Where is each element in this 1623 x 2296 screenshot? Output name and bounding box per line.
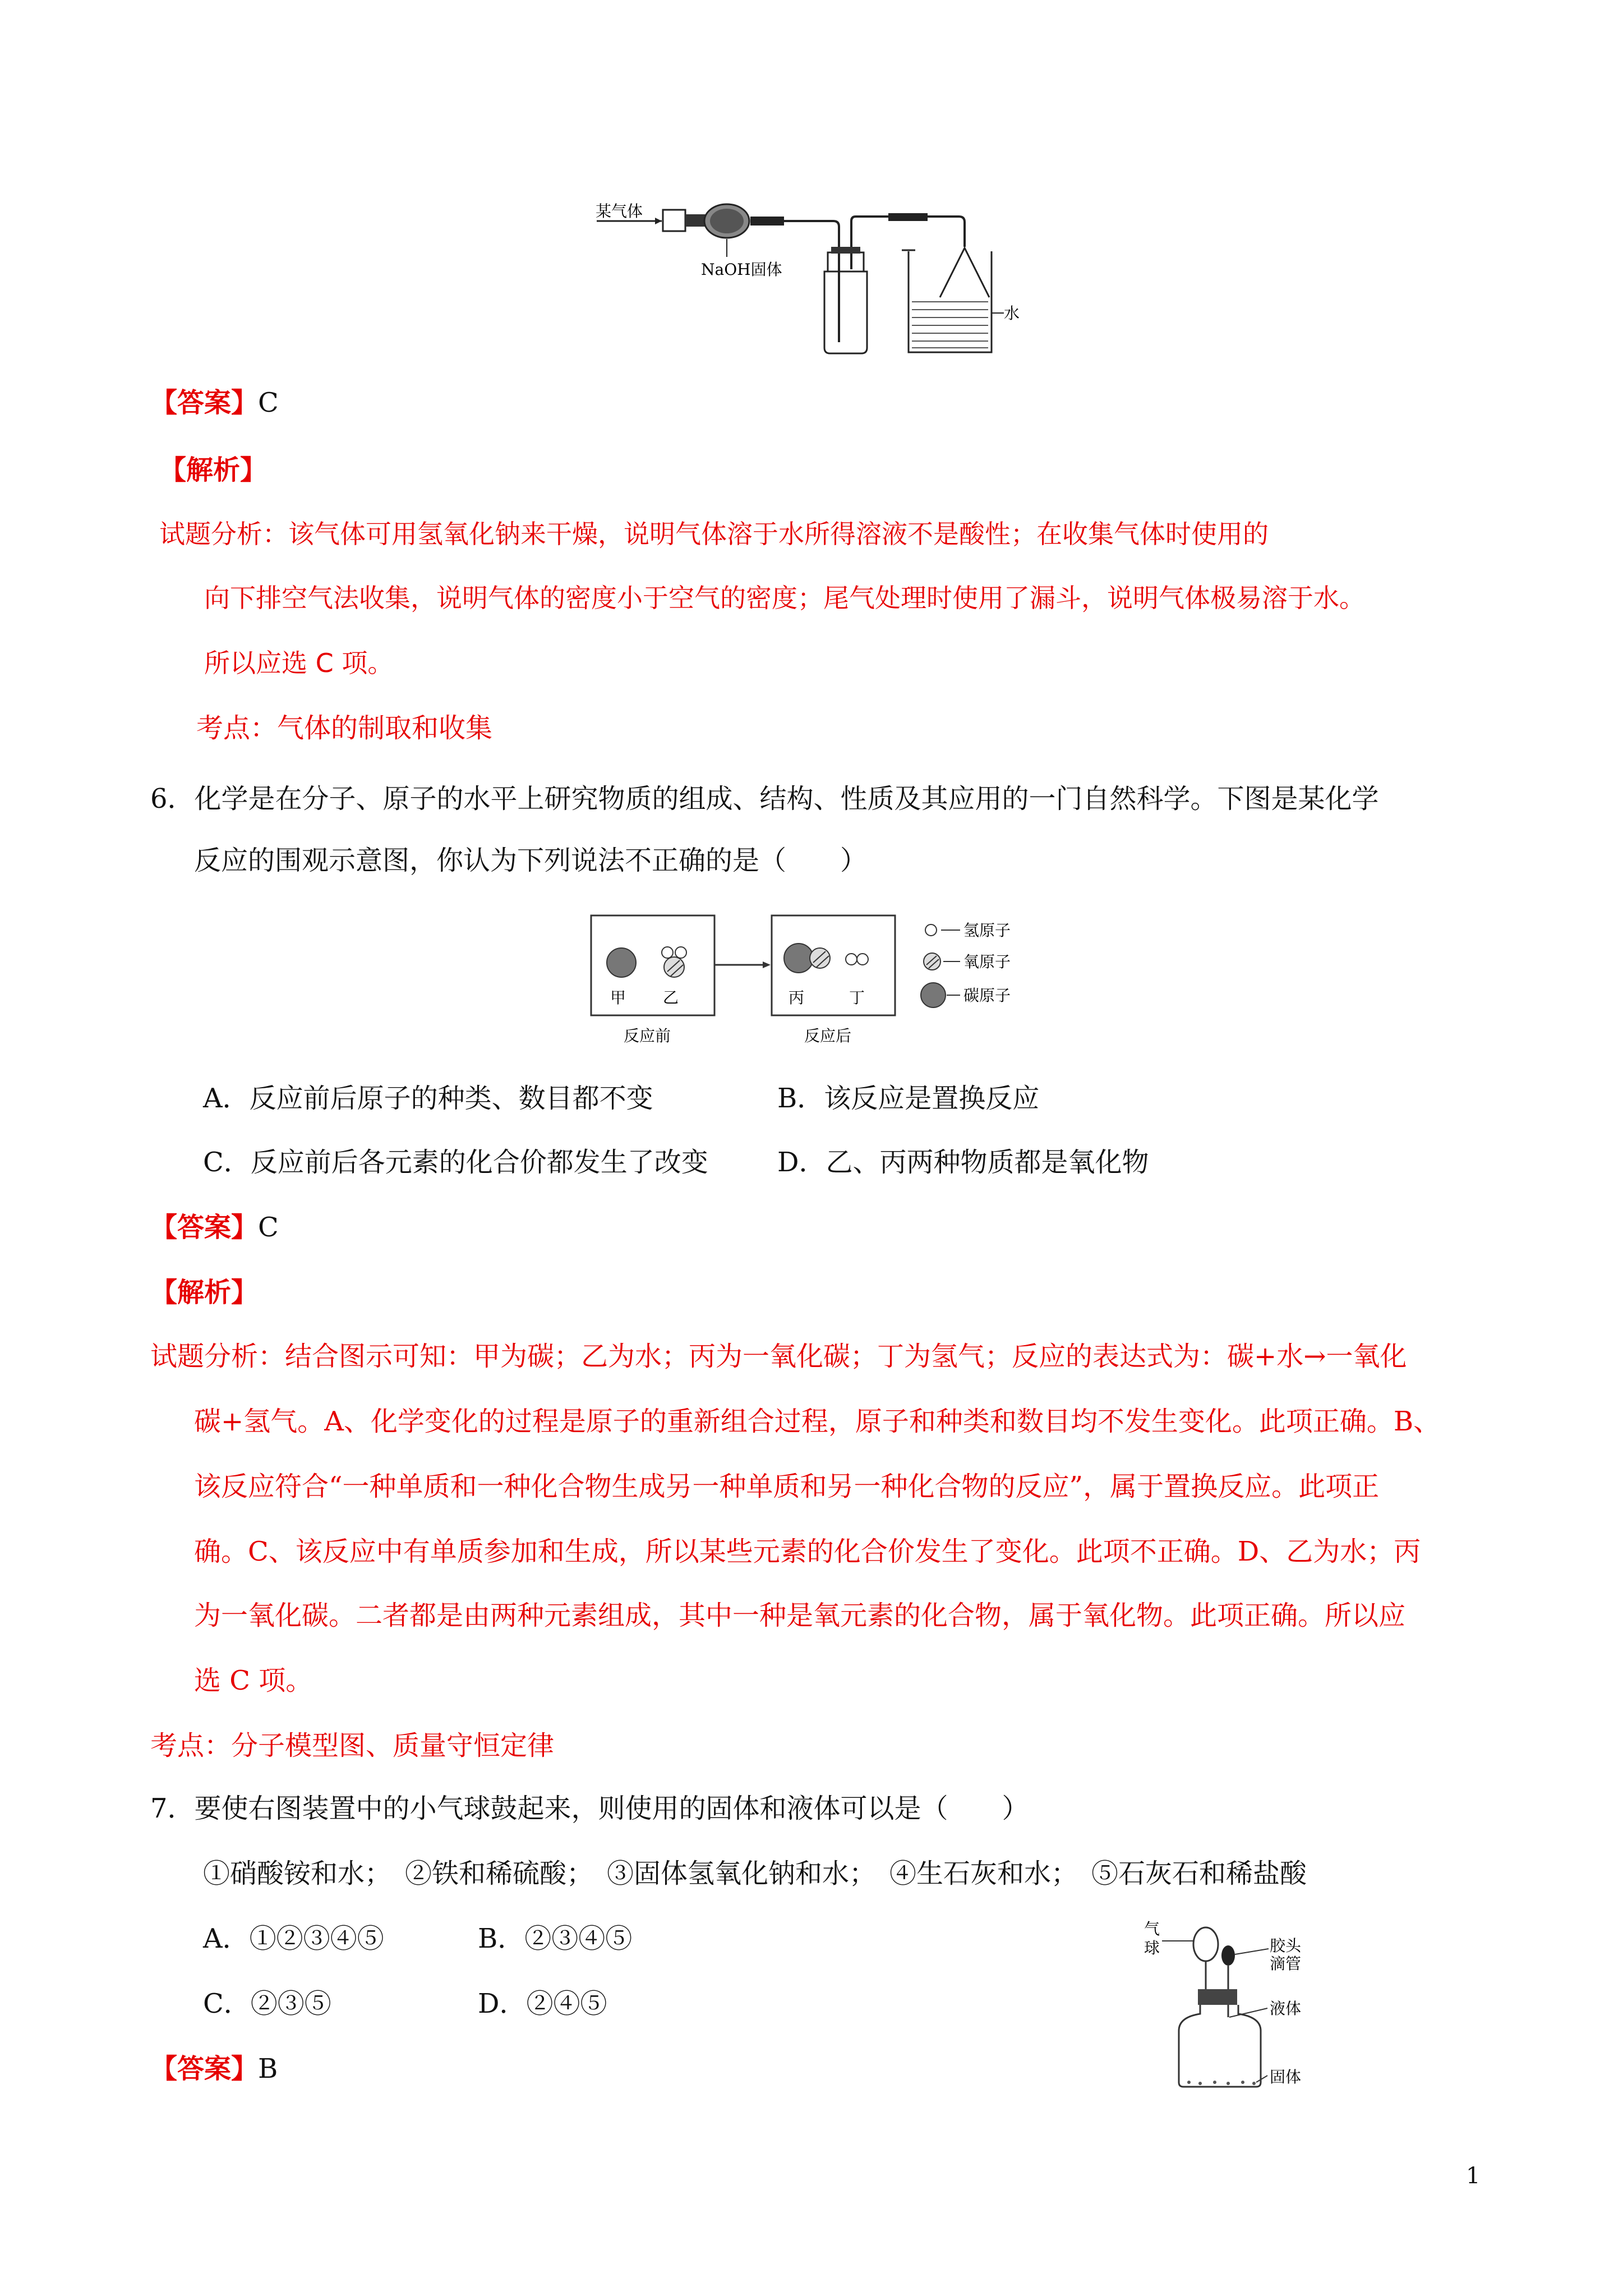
legend-carbon: 碳原子 xyxy=(963,986,1011,1005)
balloon-label-1: 气 xyxy=(1144,1920,1160,1938)
q5-analysis-tag: 【解析】 xyxy=(159,454,268,486)
q6-stem-line-2: 反应的围观示意图，你认为下列说法不正确的是（ ） xyxy=(194,845,868,876)
balloon-apparatus-figure xyxy=(1144,1918,1307,2098)
label-jia: 甲 xyxy=(610,988,626,1007)
reaction-diagram xyxy=(590,913,1055,1053)
answer-value: B xyxy=(258,2053,278,2085)
q6-answer xyxy=(150,1209,279,1245)
q7-option-b: B．②③④⑤ xyxy=(478,1923,633,1954)
q6-analysis-line-2: 碳+氢气。A、化学变化的过程是原子的重新组合过程，原子和种类和数目均不发生变化。此项正确。B、 xyxy=(194,1406,1441,1437)
q5-kaodian: 考点：气体的制取和收集 xyxy=(196,712,493,744)
q6-analysis-line-3: 该反应符合“一种单质和一种化合物生成另一种单质和另一种化合物的反应”，属于置换反应。此项正 xyxy=(194,1471,1380,1502)
q7-option-d: D．②④⑤ xyxy=(478,1988,607,2019)
q5-analysis-line-2: 向下排空气法收集，说明气体的密度小于空气的密度；尾气处理时使用了漏斗，说明气体极易溶于水。 xyxy=(204,583,1365,613)
q6-option-b: B．该反应是置换反应 xyxy=(777,1083,1040,1114)
before-caption: 反应前 xyxy=(624,1027,671,1045)
answer-tag: 【答案】 xyxy=(150,1212,259,1243)
q7-choices: ①硝酸铵和水； ②铁和稀硫酸； ③固体氢氧化钠和水； ④生石灰和水； ⑤石灰石和稀盐酸 xyxy=(203,1858,1307,1889)
gas-apparatus-figure xyxy=(594,185,1021,359)
water-label: 水 xyxy=(1004,304,1020,323)
q5-analysis-line-1: 试题分析：该气体可用氢氧化钠来干燥，说明气体溶于水所得溶液不是酸性；在收集气体时使用的 xyxy=(159,519,1269,549)
page-number: 1 xyxy=(1466,2163,1481,2189)
answer-value: C xyxy=(258,1212,279,1243)
q6-analysis-tag: 【解析】 xyxy=(150,1277,259,1308)
label-ding: 丁 xyxy=(849,988,865,1007)
q6-analysis-line-6: 选 C 项。 xyxy=(194,1665,313,1696)
q5-answer xyxy=(150,385,279,421)
naoh-label: NaOH固体 xyxy=(701,260,782,279)
legend-oxygen: 氧原子 xyxy=(963,953,1011,971)
q7-option-a: A．①②③④⑤ xyxy=(203,1923,384,1954)
answer-tag: 【答案】 xyxy=(150,387,259,418)
dropper-label-1: 胶头 xyxy=(1270,1936,1302,1955)
q6-kaodian: 考点：分子模型图、质量守恒定律 xyxy=(150,1730,555,1761)
q6-option-c: C．反应前后各元素的化合价都发生了改变 xyxy=(203,1147,708,1178)
after-caption: 反应后 xyxy=(804,1027,852,1045)
legend-hydrogen: 氢原子 xyxy=(963,921,1011,940)
q6-option-a: A．反应前后原子的种类、数目都不变 xyxy=(203,1083,653,1114)
balloon-label-2: 球 xyxy=(1144,1939,1160,1957)
answer-tag: 【答案】 xyxy=(150,2053,259,2085)
q7-option-c: C．②③⑤ xyxy=(203,1988,331,2019)
answer-value: C xyxy=(258,387,279,418)
liquid-label: 液体 xyxy=(1270,1999,1302,2018)
solid-label: 固体 xyxy=(1270,2068,1302,2086)
q6-analysis-line-5: 为一氧化碳。二者都是由两种元素组成，其中一种是氧元素的化合物，属于氧化物。此项正确。所以应 xyxy=(194,1600,1406,1631)
q7-stem: 7．要使右图装置中的小气球鼓起来，则使用的固体和液体可以是（ ） xyxy=(150,1793,1029,1824)
q7-answer xyxy=(150,2051,278,2087)
label-bing: 丙 xyxy=(789,988,805,1007)
label-yi: 乙 xyxy=(663,988,679,1007)
q6-analysis-line-1: 试题分析：结合图示可知：甲为碳；乙为水；丙为一氧化碳；丁为氢气；反应的表达式为：碳+水→一氧化 xyxy=(150,1341,1407,1372)
dropper-label-2: 滴管 xyxy=(1270,1954,1302,1973)
q6-option-d: D．乙、丙两种物质都是氧化物 xyxy=(777,1147,1149,1178)
q5-analysis-line-3: 所以应选 C 项。 xyxy=(204,648,394,678)
q6-analysis-line-4: 确。C、该反应中有单质参加和生成，所以某些元素的化合价发生了变化。此项不正确。D、乙为水；丙 xyxy=(194,1536,1421,1567)
q6-stem-line-1: 6．化学是在分子、原子的水平上研究物质的组成、结构、性质及其应用的一门自然科学。下图是某化学 xyxy=(150,783,1379,815)
gas-label: 某气体 xyxy=(596,202,643,220)
